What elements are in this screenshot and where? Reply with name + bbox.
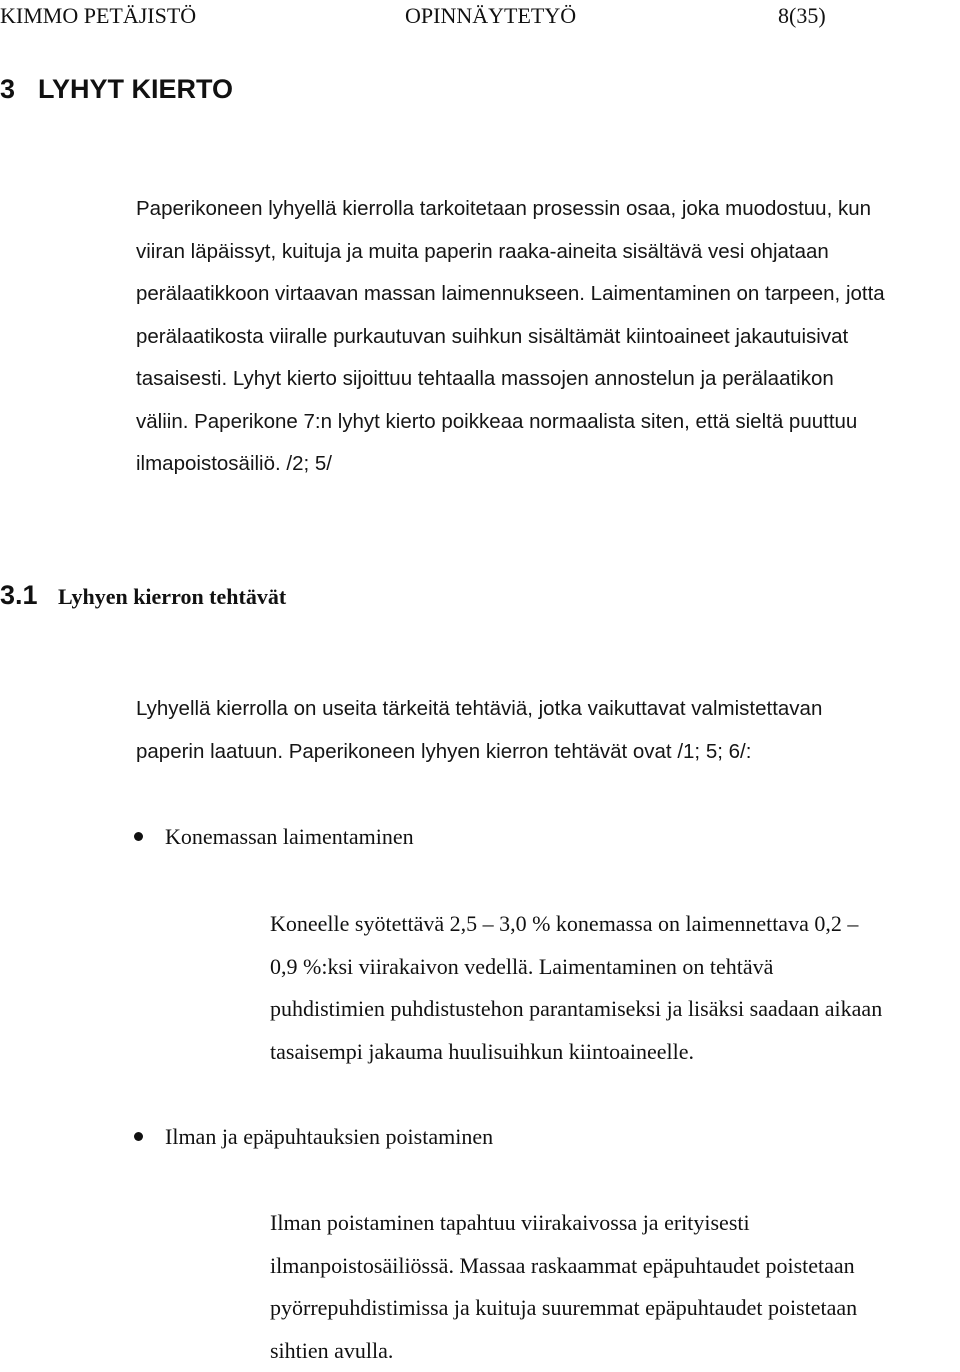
header-author: KIMMO PETÄJISTÖ [0,3,196,29]
paragraph-line: tasaisempi jakauma huulisuihkun kiintoaineelle. [270,1031,960,1074]
bullet-dot-icon [134,832,143,841]
paragraph-line: perälaatikkoon virtaavan massan laimennukseen. Laimentaminen on tarpeen, jotta [136,273,956,316]
paragraph-line: Paperikoneen lyhyellä kierrolla tarkoitetaan prosessin osaa, joka muodostuu, kun [136,188,956,231]
section-number: 3 [0,74,38,105]
bullet-dot-icon [134,1132,143,1141]
paragraph-line: perälaatikosta viiralle purkautuvan suihkun sisältämät kiintoaineet jakautuisivat [136,316,956,359]
paragraph-line: Ilman poistaminen tapahtuu viirakaivossa ja erityisesti [270,1202,960,1245]
bullet-item [134,824,414,850]
paragraph-line: puhdistimien puhdistustehon parantamiseksi ja lisäksi saadaan aikaan [270,988,960,1031]
paragraph-line: sihtien avulla. [270,1330,960,1372]
page-header [0,0,960,30]
bullet-title: Konemassan laimentaminen [165,824,414,849]
paragraph-line: ilmapoistosäiliö. /2; 5/ [136,443,956,486]
bullet-description [270,1202,960,1372]
subsection-title: Lyhyen kierron tehtävät [58,584,286,609]
paragraph-line: paperin laatuun. Paperikoneen lyhyen kierron tehtävät ovat /1; 5; 6/: [136,731,956,774]
section-intro-paragraph [136,188,956,486]
bullet-description [270,903,960,1073]
section-heading [0,74,233,105]
paragraph-line: Lyhyellä kierrolla on useita tärkeitä tehtäviä, jotka vaikuttavat valmistettavan [136,688,956,731]
paragraph-line: viiran läpäissyt, kuituja ja muita paperin raaka-aineita sisältävä vesi ohjataan [136,231,956,274]
paragraph-line: tasaisesti. Lyhyt kierto sijoittuu tehtaalla massojen annostelun ja perälaatikon [136,358,956,401]
subsection-heading [0,580,286,611]
paragraph-line: pyörrepuhdistimissa ja kuituja suuremmat epäpuhtaudet poistetaan [270,1287,960,1330]
paragraph-line: ilmanpoistosäiliössä. Massaa raskaammat epäpuhtaudet poistetaan [270,1245,960,1288]
bullet-title: Ilman ja epäpuhtauksien poistaminen [165,1124,493,1149]
subsection-intro-paragraph [136,688,956,773]
paragraph-line: väliin. Paperikone 7:n lyhyt kierto poikkeaa normaalista siten, että sieltä puuttuu [136,401,956,444]
header-doc-type: OPINNÄYTETYÖ [405,3,576,29]
bullet-item [134,1124,493,1150]
subsection-number: 3.1 [0,580,58,611]
paragraph-line: Koneelle syötettävä 2,5 – 3,0 % konemassa on laimennettava 0,2 – [270,903,960,946]
section-title: LYHYT KIERTO [38,74,233,104]
header-page-number: 8(35) [778,3,826,29]
paragraph-line: 0,9 %:ksi viirakaivon vedellä. Laimentaminen on tehtävä [270,946,960,989]
